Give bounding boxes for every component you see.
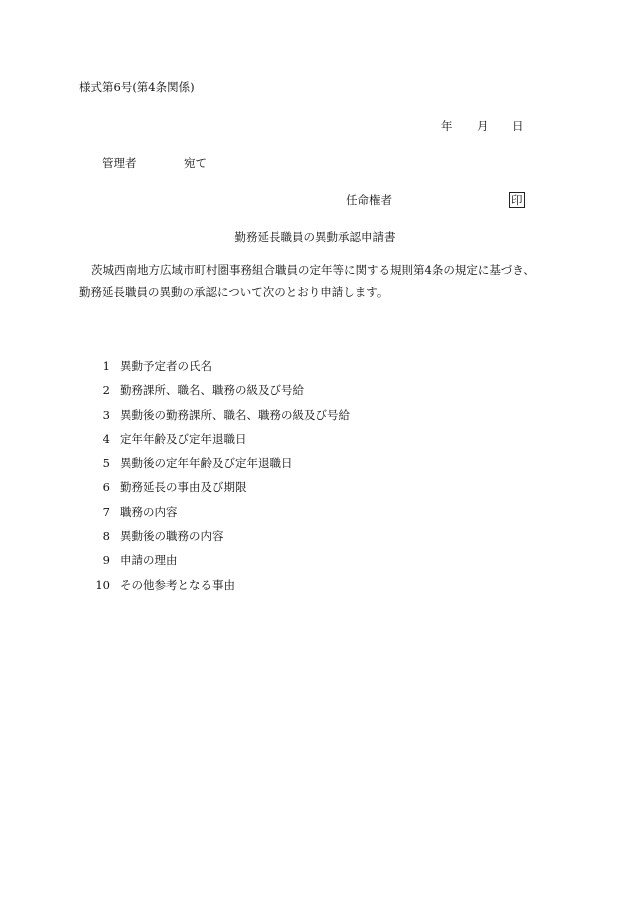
list-item	[89, 456, 350, 480]
item-text: 勤務課所、職名、職務の級及び号給	[120, 383, 304, 398]
list-item	[89, 359, 350, 383]
item-number: 8	[102, 529, 110, 544]
list-item	[89, 553, 350, 577]
list-item	[89, 578, 350, 602]
item-list	[89, 359, 350, 602]
item-text: 職務の内容	[120, 504, 178, 519]
item-number: 10	[95, 577, 110, 592]
item-number: 6	[102, 480, 110, 495]
item-text: 異動後の定年年齢及び定年退職日	[120, 456, 293, 471]
body-line-1: 茨城西南地方広域市町村圏事務組合職員の定年等に関する規則第4条の規定に基づき、	[91, 263, 535, 277]
addressee-suffix: 宛て	[184, 156, 207, 170]
item-number: 5	[102, 456, 110, 471]
document-title: 勤務延長職員の異動承認申請書	[234, 230, 396, 244]
item-number: 2	[102, 383, 110, 398]
item-text: 勤務延長の事由及び期限	[120, 480, 247, 495]
list-item	[89, 529, 350, 553]
date-year: 年	[441, 119, 453, 133]
item-number: 9	[102, 553, 110, 568]
addressee-name: 管理者	[102, 156, 137, 170]
item-number: 7	[102, 504, 110, 519]
seal-mark: 印	[511, 193, 523, 207]
date-day: 日	[512, 119, 524, 133]
list-item	[89, 480, 350, 504]
item-text: 申請の理由	[120, 553, 178, 568]
item-text: 異動予定者の氏名	[120, 359, 212, 373]
item-text: 定年年齢及び定年退職日	[120, 431, 247, 446]
list-item	[89, 432, 350, 456]
date-month: 月	[477, 119, 489, 133]
body-line-2: 勤務延長職員の異動の承認について次のとおり申請します。	[79, 285, 389, 299]
item-number: 3	[102, 407, 110, 422]
list-item	[89, 383, 350, 407]
item-number: 4	[102, 431, 110, 446]
list-item	[89, 505, 350, 529]
list-item	[89, 408, 350, 432]
item-text: 異動後の勤務課所、職名、職務の級及び号給	[120, 407, 350, 422]
item-text: 異動後の職務の内容	[120, 529, 224, 544]
form-label: 様式第6号(第4条関係)	[79, 80, 195, 94]
applicant-label: 任命権者	[346, 193, 392, 207]
item-number: 1	[102, 359, 110, 373]
item-text: その他参考となる事由	[120, 577, 235, 592]
